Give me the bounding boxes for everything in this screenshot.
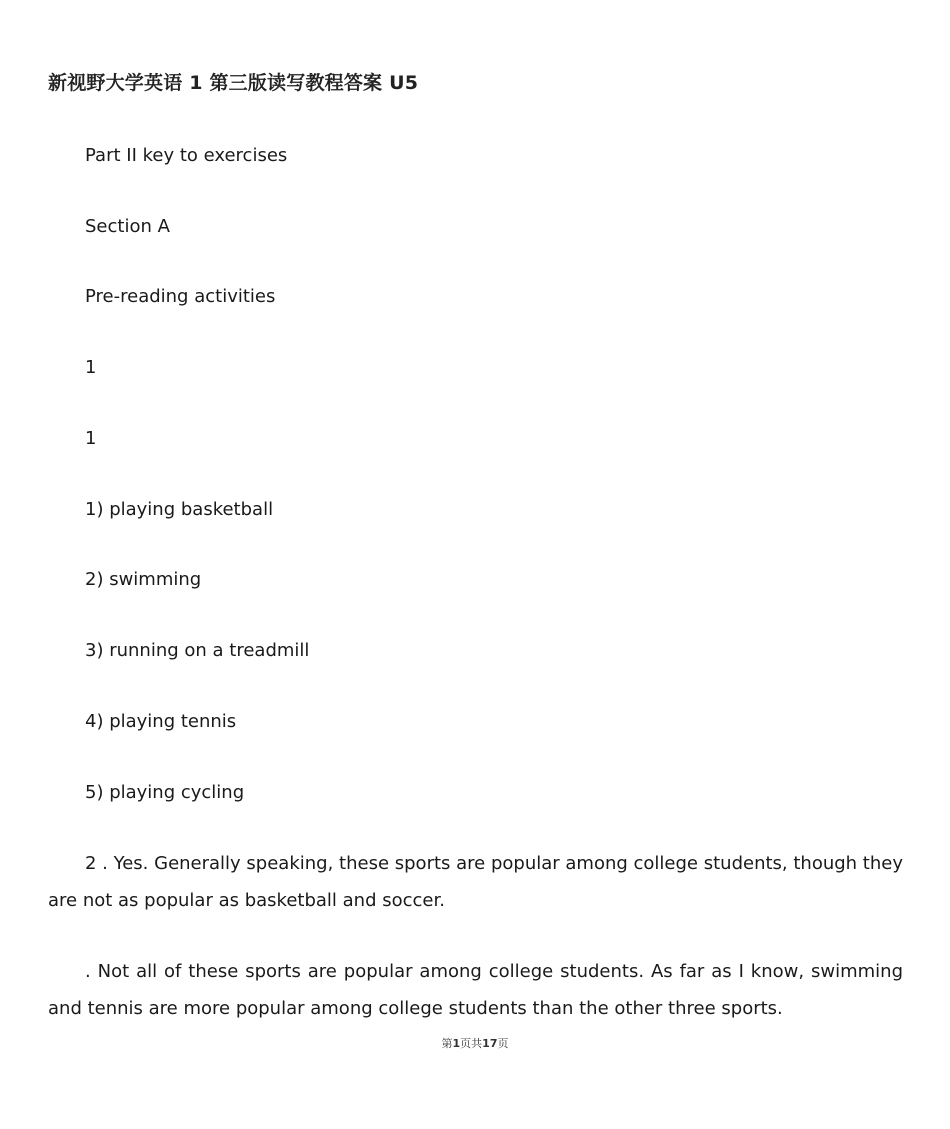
document-title: 新视野大学英语 1 第三版读写教程答案 U5 — [48, 72, 419, 94]
footer-prefix: 第 — [441, 1037, 453, 1050]
section-heading-activity: Pre-reading activities — [85, 286, 276, 307]
answer-line: 2) swimming — [85, 569, 202, 590]
footer-total-pages: 17 — [482, 1037, 498, 1050]
section-heading-section: Section A — [85, 216, 170, 237]
item-number: 1 — [85, 357, 97, 378]
answer-line: 1) playing basketball — [85, 499, 274, 520]
footer-middle: 页共 — [460, 1037, 483, 1050]
section-heading-part: Part II key to exercises — [85, 145, 288, 166]
footer-suffix: 页 — [497, 1037, 509, 1050]
answer-line: 5) playing cycling — [85, 782, 245, 803]
answer-line: 4) playing tennis — [85, 711, 237, 732]
footer-current-page: 1 — [452, 1037, 461, 1050]
page-footer — [0, 1035, 950, 1051]
answer-line: 3) running on a treadmill — [85, 640, 310, 661]
answer-paragraph: . Not all of these sports are popular among college students. As far as I know, swimming and tennis are more popular among college students than the other three sports. — [48, 961, 903, 1019]
answer-paragraph: 2 . Yes. Generally speaking, these sports are popular among college students, though they are not as popular as basketball and soccer. — [48, 853, 903, 911]
item-number: 1 — [85, 428, 97, 449]
